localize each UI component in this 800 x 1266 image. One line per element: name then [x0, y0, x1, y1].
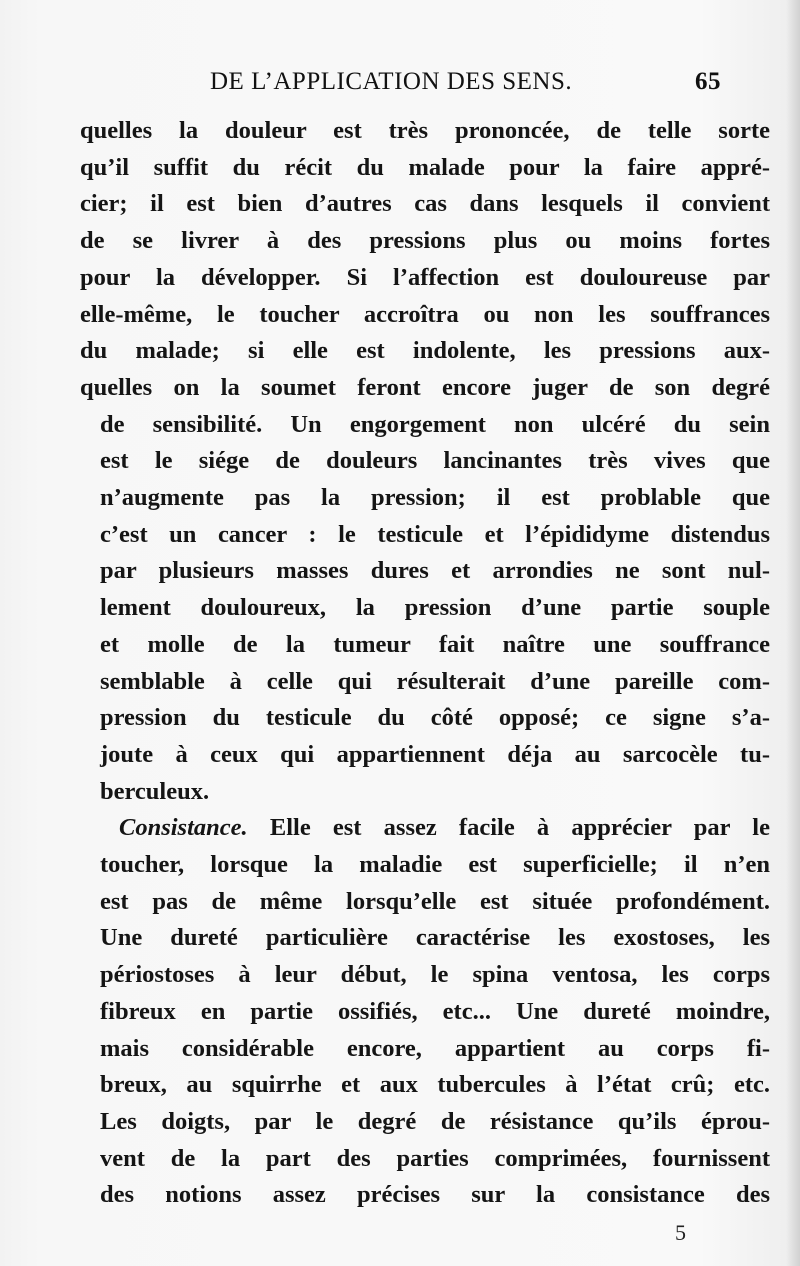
text-line: est le siége de douleurs lancinantes très vives que — [100, 447, 770, 475]
text-line: joute à ceux qui appartiennent déja au sarcocèle tu- — [100, 740, 770, 768]
text-run: Elle est assez facile à apprécier par le — [247, 814, 770, 842]
section-heading: Consistance. — [119, 814, 248, 842]
text-line: de sensibilité. Un engorgement non ulcéré du sein — [100, 410, 770, 438]
running-header — [210, 62, 770, 102]
text-line: n’augmente pas la pression; il est problable que — [100, 484, 770, 512]
page-number: 65 — [695, 68, 721, 95]
text-line: par plusieurs masses dures et arrondies ne sont nul- — [100, 557, 770, 585]
text-line: berculeux. — [100, 777, 210, 805]
text-line: de se livrer à des pressions plus ou moins fortes — [80, 227, 770, 255]
page-body — [80, 113, 770, 1214]
text-line: qu’il suffit du récit du malade pour la faire appré- — [80, 153, 770, 181]
text-line — [80, 810, 770, 847]
text-line: pour la développer. Si l’affection est douloureuse par — [80, 263, 770, 291]
text-line: cier; il est bien d’autres cas dans lesquels il convient — [80, 190, 770, 218]
paragraph-2 — [80, 810, 770, 1214]
page-gutter-shadow — [786, 0, 800, 1266]
text-line: breux, au squirrhe et aux tubercules à l’état crû; etc. — [100, 1071, 770, 1099]
text-line: pression du testicule du côté opposé; ce signe s’a- — [100, 704, 770, 732]
paragraph-1 — [80, 113, 770, 810]
text-line: c’est un cancer : le testicule et l’épididyme distendus — [100, 520, 770, 548]
text-line: du malade; si elle est indolente, les pressions aux- — [80, 337, 770, 365]
signature-mark: 5 — [675, 1220, 686, 1245]
text-line: est pas de même lorsqu’elle est située profondément. — [100, 887, 770, 915]
running-title: DE L’APPLICATION DES SENS. — [210, 68, 573, 95]
text-line: Une dureté particulière caractérise les exostoses, les — [100, 924, 770, 952]
text-line: quelles on la soumet feront encore juger de son degré — [80, 373, 770, 401]
text-line: toucher, lorsque la maladie est superficielle; il n’en — [100, 851, 770, 879]
text-line: des notions assez précises sur la consistance des — [100, 1181, 770, 1209]
text-line: Les doigts, par le degré de résistance qu’ils éprou- — [100, 1107, 770, 1135]
text-line: et molle de la tumeur fait naître une souffrance — [100, 630, 770, 658]
text-line: lement douloureux, la pression d’une partie souple — [100, 594, 770, 622]
text-line: semblable à celle qui résulterait d’une pareille com- — [100, 667, 770, 695]
text-line: elle-même, le toucher accroîtra ou non les souffrances — [80, 300, 770, 328]
text-line: périostoses à leur début, le spina ventosa, les corps — [100, 961, 770, 989]
text-line: fibreux en partie ossifiés, etc... Une dureté moindre, — [100, 997, 770, 1025]
text-line: quelles la douleur est très prononcée, de telle sorte — [80, 117, 770, 144]
text-line: vent de la part des parties comprimées, fournissent — [100, 1144, 770, 1172]
text-line: mais considérable encore, appartient au corps fi- — [100, 1034, 770, 1062]
